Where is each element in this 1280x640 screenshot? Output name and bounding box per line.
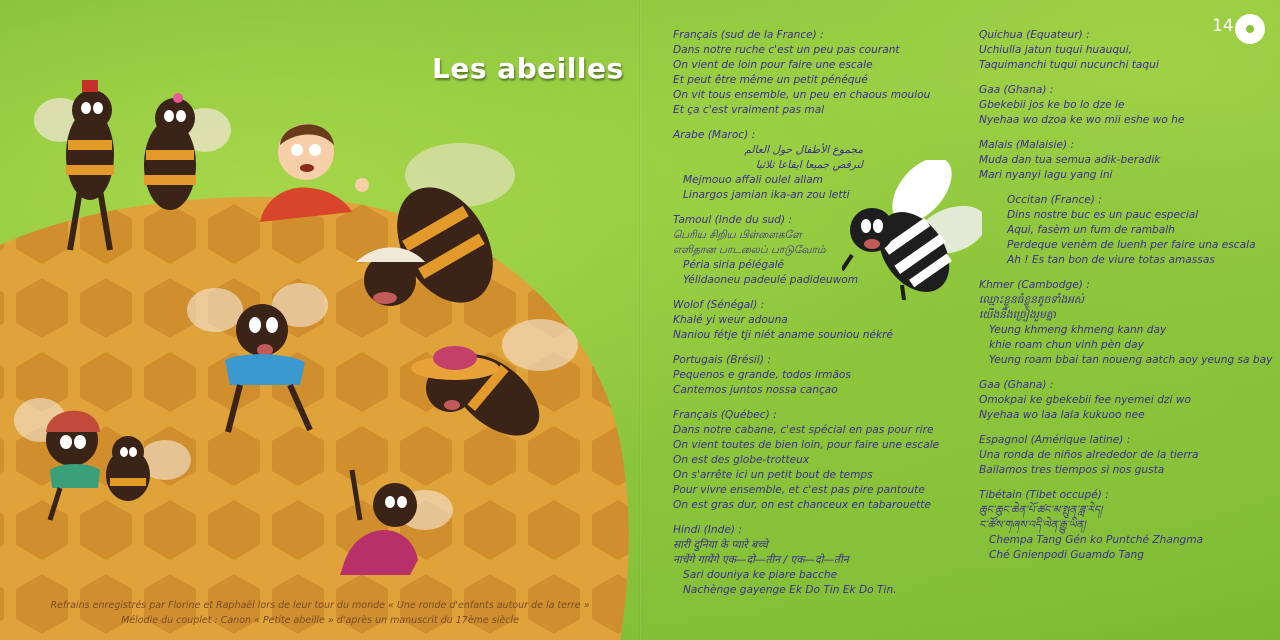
lyric-line: Dans notre cabane, c'est spécial en pas pour rire <box>673 424 934 436</box>
lyrics-section <box>673 523 973 598</box>
lyric-line: Mari nyanyi lagu yang ini <box>979 169 1113 181</box>
lyric-line-tibetan: ང་ཚོས་གཞས་འདི་ལེན་རྒྱུ་ཡིན། <box>979 519 1086 531</box>
section-heading: Khmer (Cambodge) : <box>979 279 1090 291</box>
lyric-line-tamil: பெரிய சிறிய பிள்ளைகளே <box>673 229 802 241</box>
lyric-line: Aqui, fasèm un fum de rambalh <box>1007 224 1175 236</box>
page-title: Les abeilles <box>432 52 624 85</box>
lyric-line-arabic: لنرقص جميعا ايقاعا ثلاثيا <box>755 159 863 171</box>
lyric-line-tamil: எளிதான பாடலைப் பாடுவோம் <box>673 244 826 256</box>
lyric-line: Nachènge gayenge Ek Do Tin Ek Do Tin. <box>683 584 897 596</box>
credits <box>50 598 590 628</box>
lyrics-section <box>979 378 1275 423</box>
lyrics-section <box>673 128 973 203</box>
lyric-line: Péria siria pélégalé <box>683 259 785 271</box>
lyric-line: Et ça c'est vraiment pas mal <box>673 104 825 116</box>
lyric-line: Uchiulla jatun tuqui huauqui, <box>979 44 1133 56</box>
section-heading: Gaa (Ghana) : <box>979 379 1054 391</box>
lyric-line: Yeung khmeng khmeng kann day <box>989 324 1167 336</box>
section-heading: Malais (Malaisie) : <box>979 139 1075 151</box>
lyric-line: Mejmouo affali oulel allam <box>683 174 824 186</box>
lyric-line: On est des globe-trotteux <box>673 454 810 466</box>
page-number: 14 <box>1212 16 1234 36</box>
lyric-line-hindi: सारी दुनिया के प्यारे बच्चे <box>673 539 768 551</box>
lyric-line: Muda dan tua semua adik-beradik <box>979 154 1161 166</box>
lyric-line: Taquimanchi tuqui nucunchi taqui <box>979 59 1159 71</box>
lyric-line: Khalé yi weur adouna <box>673 314 788 326</box>
lyric-line-arabic: مجموع الأطفال حول العالم <box>744 144 863 156</box>
lyric-line: Cantemos juntos nossa cançao <box>673 384 838 396</box>
lyric-line: Bailamos tres tiempos si nos gusta <box>979 464 1165 476</box>
lyric-line: Nyehaa wo laa lala kukuoo nee <box>979 409 1145 421</box>
lyric-line: Linargos jamian ika-an zou letti <box>683 189 850 201</box>
lyric-line: Naniou fétje tji niét aname souniou nékré <box>673 329 894 341</box>
lyric-line: Et peut être même un petit pénéqué <box>673 74 868 86</box>
section-heading: Quichua (Equateur) : <box>979 29 1090 41</box>
lyrics-section <box>673 28 973 118</box>
lyric-line: Pour vivre ensemble, et c'est pas pire pantoute <box>673 484 925 496</box>
credits-line: Refrains enregistrés par Florine et Raphaël lors de leur tour du monde « Une ronde d'enfants autour de la terre » <box>50 600 590 611</box>
lyric-line: Chempa Tang Gén ko Puntché Zhangma <box>989 534 1204 546</box>
lyric-line: Pequenos e grande, todos irmãos <box>673 369 851 381</box>
section-heading: Tamoul (Inde du sud) : <box>673 214 793 226</box>
section-heading: Espagnol (Amérique latine) : <box>979 434 1131 446</box>
lyric-line: Yeung roam bbai tan noueng aatch aoy yeung sa bay <box>989 354 1273 366</box>
section-heading: Tibétain (Tibet occupé) : <box>979 489 1109 501</box>
bee-with-bow <box>144 93 231 210</box>
credits-line: Mélodie du couplet : Canon « Petite abeille » d'après un manuscrit du 17ème siècle <box>121 615 519 626</box>
lyric-line-khmer: ឈ្មោះខ្លួនធំខ្លួនតូចទាំងអស់ <box>979 294 1085 306</box>
lyrics-section <box>979 138 1275 183</box>
lyrics-section <box>979 278 1275 368</box>
lyrics-section <box>673 353 973 398</box>
lyrics-section <box>979 193 1275 268</box>
lyric-line: Ché Gnienpodi Guamdo Tang <box>989 549 1144 561</box>
section-heading: Portugais (Brésil) : <box>673 354 771 366</box>
lyric-line-khmer: យើងនឹងច្រៀងរួមគ្នា <box>979 309 1056 321</box>
section-heading: Wolof (Sénégal) : <box>673 299 765 311</box>
lyric-line: Gbekebii jos ke bo lo dze le <box>979 99 1125 111</box>
lyric-line: khie roam chun vinh pèn day <box>989 339 1144 351</box>
lyric-line: On est gras dur, on est chanceux en tabarouette <box>673 499 931 511</box>
lyric-line: Dans notre ruche c'est un peu pas courant <box>673 44 900 56</box>
lyrics-section <box>979 28 1275 73</box>
lyric-line: On vient toutes de bien loin, pour faire une escale <box>673 439 940 451</box>
lyrics-section <box>979 433 1275 478</box>
lyric-line: On vit tous ensemble, un peu en chaous moulou <box>673 89 931 101</box>
lyric-line-hindi: नाचेंगे गायेंगे एक—दो—तीन / एक—दो—तीन <box>673 554 849 566</box>
section-heading: Français (Québec) : <box>673 409 777 421</box>
lyric-line: Sari douniya ke piare bacche <box>683 569 838 581</box>
lyric-line: Yélidaoneu padeulé padideuwom <box>683 274 859 286</box>
lyrics-section <box>673 298 973 343</box>
section-heading: Gaa (Ghana) : <box>979 84 1054 96</box>
lyric-line: On s'arrête ici un petit bout de temps <box>673 469 873 481</box>
lyric-line: Omokpai ke gbekebii fee nyemei dzi wo <box>979 394 1191 406</box>
lyric-line: Perdeque venèm de luenh per faire una escala <box>1007 239 1256 251</box>
lyrics-section <box>673 213 973 288</box>
lyric-line-tibetan: ཆུང་ཆུང་ཆེན་པོ་ཚང་མ་སྤུན་ཟླ་རེད། <box>979 504 1103 516</box>
lyrics-section <box>673 408 973 513</box>
lyrics-section <box>979 83 1275 128</box>
section-heading: Arabe (Maroc) : <box>673 129 756 141</box>
lyric-line: Dins nostre buc es un pauc especial <box>1007 209 1199 221</box>
section-heading: Occitan (France) : <box>1007 194 1102 206</box>
lyrics-column-2 <box>979 28 1275 573</box>
lyric-line: Una ronda de niños alrededor de la tierra <box>979 449 1199 461</box>
lyric-line: On vient de loin pour faire une escale <box>673 59 873 71</box>
lyric-line: Nyehaa wo dzoa ke wo mii eshe wo he <box>979 114 1185 126</box>
section-heading: Hindi (Inde) : <box>673 524 742 536</box>
lyrics-section <box>979 488 1275 563</box>
section-heading: Français (sud de la France) : <box>673 29 824 41</box>
lyrics-column-1 <box>673 28 973 608</box>
lyric-line: Ah ! Es tan bon de viure totas amassas <box>1007 254 1215 266</box>
